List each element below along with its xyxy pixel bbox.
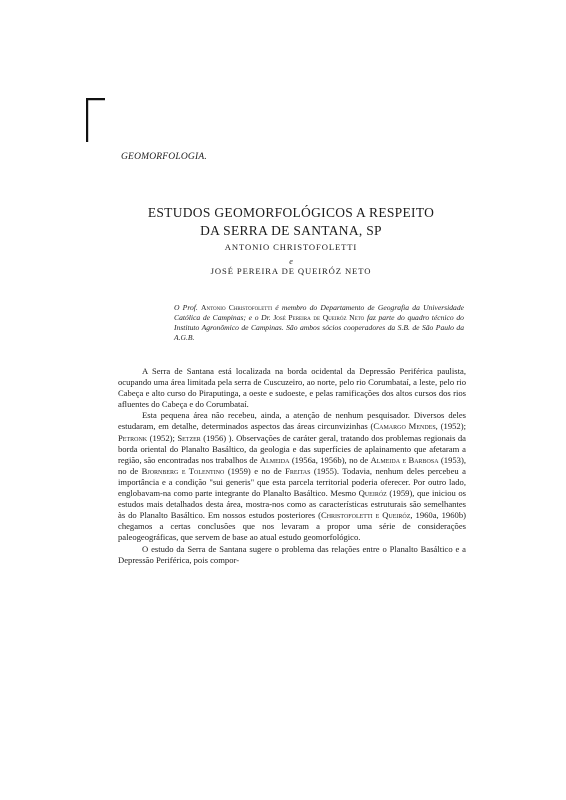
paragraph-text: , 1960a, 1960b) chegamos a certas conclusões que nos levaram a propor uma série de considerações paleogeográficas, que servem de base ao atual estudo geomorfológico. <box>118 510 466 543</box>
paragraph-3: O estudo da Serra de Santana sugere o problema das relações entre o Planalto Basáltico e a Depressão Periférica, pois compor- <box>118 543 466 565</box>
paragraph-text: Esta pequena área não recebeu, ainda, a atenção de nenhum pesquisador. Diversos deles estudaram, em detalhe, determinados aspectos das áreas circunvizinhas ( <box>118 410 466 432</box>
note-text: é membro do Departamento de Geografia da Universidade Católica de Campinas; e o Dr. <box>174 303 464 322</box>
paragraph-text: (1953), no de <box>118 454 466 476</box>
paragraph-text: (1959) e no de <box>224 465 286 476</box>
paragraph-text: (1955). Todavia, nenhum deles percebeu a importância e a condição "sui generis" que esta parcela territorial poderia oferecer. Por outro lado, englobavam-na como parte integrante do Planalto Basáltico. Mesmo <box>118 465 466 499</box>
citation: Camargo Mendes <box>373 421 436 432</box>
citation: Almeida e Barbosa <box>370 454 439 465</box>
note-author-1: Antonio Christofoletti <box>201 303 273 312</box>
citation: Christofoletti e Queiróz <box>320 510 411 521</box>
paragraph-text: (1959), que iniciou os estudos mais detalhados desta área, mostra-nos como as características estruturais são semelhantes às do Planalto Basáltico. Em nossos estudos posteriores ( <box>118 488 467 521</box>
paragraph-text: (1956) ). Observações de caráter geral, tratando dos problemas regionais da borda oriental do Planalto Basáltico, da geologia e das superfícies de aplainamento que afetaram a região, são encontradas nos trabalhos de <box>118 432 466 465</box>
author-conjunction: e <box>289 257 293 266</box>
note-author-2: José Pereira de Queiróz Neto <box>273 313 365 322</box>
paragraph-text: (1956a, 1956b), no de <box>289 454 371 465</box>
citation: Bjornberg e Tolentino <box>141 465 225 476</box>
section-label: GEOMORFOLOGIA. <box>121 152 207 162</box>
citation: Almeida <box>259 454 290 465</box>
author-2: JOSÉ PEREIRA DE QUEIRÓZ NETO <box>210 266 372 276</box>
title-line-2: DA SERRA DE SANTANA, SP <box>200 223 382 238</box>
paragraph-1: A Serra de Santana está localizada na borda ocidental da Depressão Periférica paulista, ocupando uma área limitada pela serra de Cuscuzeiro, ao norte, pelo rio Corumbataí, a leste, pelo rio Cabeça e alto curso do Piraputinga, a oeste e sudoeste, e pelas ramificações dos altos cursos dos rios afluentes do Cabeça e do Corumbataí. <box>118 366 466 410</box>
article-body <box>118 366 466 566</box>
note-text: O Prof. <box>174 303 201 312</box>
page-corner-mark <box>86 98 106 142</box>
author-note <box>174 303 464 343</box>
paragraph-text: , (1952); <box>435 421 466 432</box>
note-text: faz parte do quadro técnico do Instituto Agronômico de Campinas. São ambos sócios cooperadores da S.B. de São Paulo da A.G.B. <box>174 313 464 342</box>
paragraph-text: (1952); <box>147 432 178 443</box>
citation: Freitas <box>285 465 311 476</box>
title-line-1: ESTUDOS GEOMORFOLÓGICOS A RESPEITO <box>147 205 435 220</box>
citation: Setzer <box>177 432 201 443</box>
citation: Queiróz <box>358 488 387 499</box>
article-title <box>112 204 470 240</box>
author-1: ANTONIO CHRISTOFOLETTI <box>224 242 358 252</box>
citation: Petronk <box>118 432 148 443</box>
paragraph-2 <box>118 410 466 543</box>
